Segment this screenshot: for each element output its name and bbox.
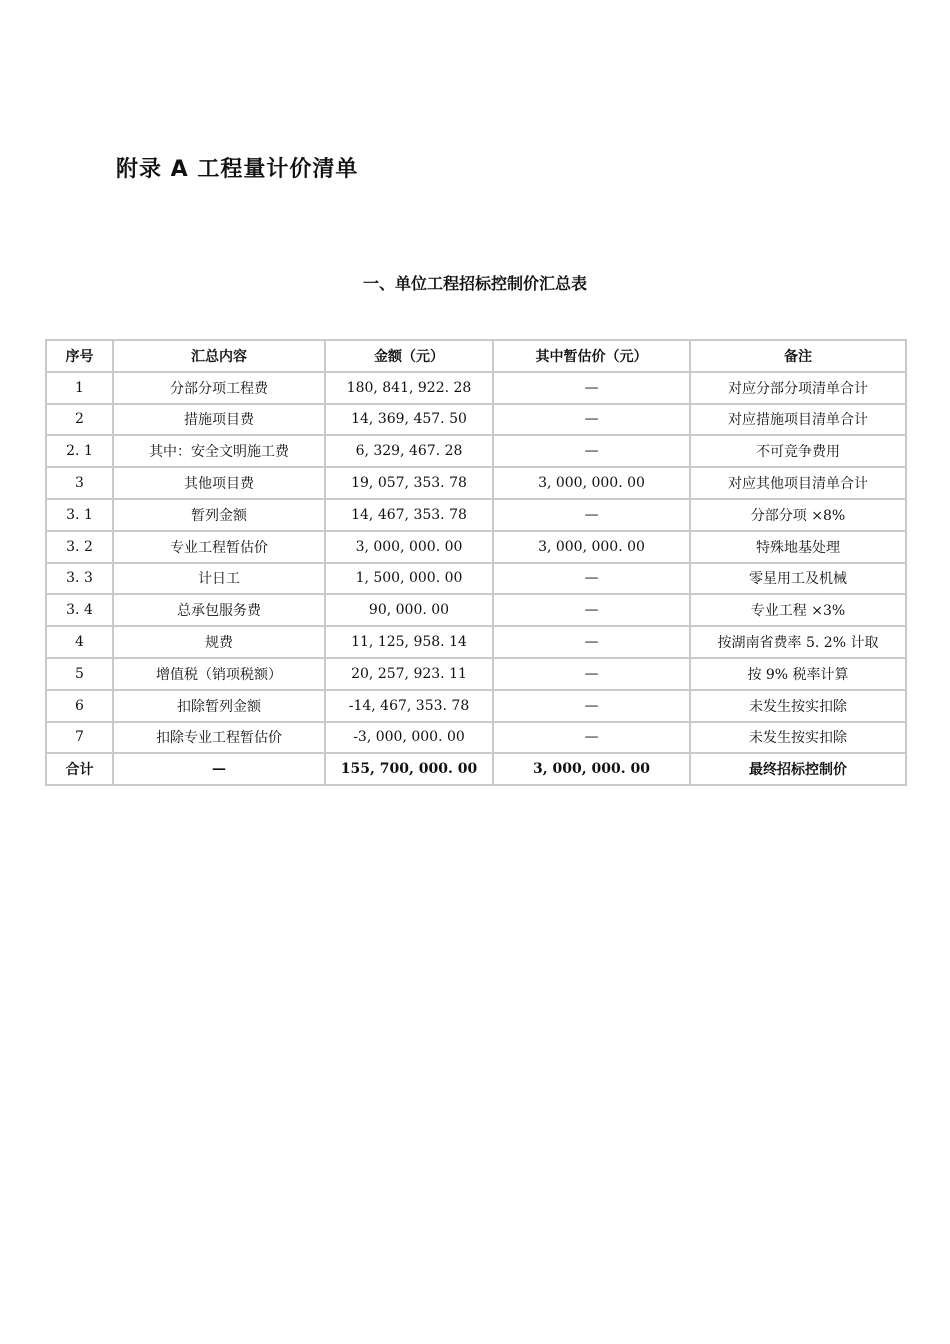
table-body <box>46 372 906 785</box>
row-content: 措施项目费 <box>113 404 325 436</box>
row-provisional: 3, 000, 000. 00 <box>493 467 690 499</box>
table-row <box>46 626 906 658</box>
row-content: 规费 <box>113 626 325 658</box>
row-seq: 3. 1 <box>46 499 113 531</box>
row-content: 计日工 <box>113 563 325 595</box>
total-remark: 最终招标控制价 <box>690 753 906 785</box>
row-seq: 6 <box>46 690 113 722</box>
row-provisional: — <box>493 563 690 595</box>
total-seq: 合计 <box>46 753 113 785</box>
column-header-remark: 备注 <box>690 340 906 372</box>
row-content: 暂列金额 <box>113 499 325 531</box>
row-amount: 6, 329, 467. 28 <box>325 435 493 467</box>
total-row <box>46 753 906 785</box>
row-seq: 2. 1 <box>46 435 113 467</box>
row-amount: 1, 500, 000. 00 <box>325 563 493 595</box>
table-title: 一、单位工程招标控制价汇总表 <box>362 274 587 293</box>
table-row <box>46 658 906 690</box>
column-header-seq: 序号 <box>46 340 113 372</box>
table-row <box>46 690 906 722</box>
row-amount: 14, 369, 457. 50 <box>325 404 493 436</box>
summary-table <box>45 339 907 786</box>
row-seq: 2 <box>46 404 113 436</box>
row-provisional: — <box>493 404 690 436</box>
row-provisional: — <box>493 626 690 658</box>
row-remark: 对应分部分项清单合计 <box>690 372 906 404</box>
row-amount: 11, 125, 958. 14 <box>325 626 493 658</box>
row-amount: 20, 257, 923. 11 <box>325 658 493 690</box>
row-provisional: — <box>493 435 690 467</box>
row-amount: 3, 000, 000. 00 <box>325 531 493 563</box>
total-provisional: 3, 000, 000. 00 <box>493 753 690 785</box>
table-row <box>46 435 906 467</box>
column-header-amount: 金额（元） <box>325 340 493 372</box>
row-remark: 对应其他项目清单合计 <box>690 467 906 499</box>
row-provisional: — <box>493 372 690 404</box>
row-amount: 14, 467, 353. 78 <box>325 499 493 531</box>
row-remark: 专业工程 ×3% <box>690 594 906 626</box>
table-row <box>46 404 906 436</box>
row-seq: 1 <box>46 372 113 404</box>
table-row <box>46 594 906 626</box>
row-remark: 对应措施项目清单合计 <box>690 404 906 436</box>
table-row <box>46 467 906 499</box>
table-row <box>46 531 906 563</box>
row-content: 增值税（销项税额） <box>113 658 325 690</box>
table-row <box>46 499 906 531</box>
row-amount: 180, 841, 922. 28 <box>325 372 493 404</box>
table-row <box>46 563 906 595</box>
row-seq: 4 <box>46 626 113 658</box>
table-row <box>46 722 906 754</box>
row-remark: 特殊地基处理 <box>690 531 906 563</box>
row-provisional: — <box>493 499 690 531</box>
row-amount: -14, 467, 353. 78 <box>325 690 493 722</box>
row-remark: 按湖南省费率 5. 2% 计取 <box>690 626 906 658</box>
row-seq: 3. 4 <box>46 594 113 626</box>
table-header-row <box>46 340 906 372</box>
table-row <box>46 372 906 404</box>
appendix-title: 附录 A 工程量计价清单 <box>116 157 359 182</box>
row-remark: 零星用工及机械 <box>690 563 906 595</box>
row-content: 扣除专业工程暂估价 <box>113 722 325 754</box>
row-content: 其中：安全文明施工费 <box>113 435 325 467</box>
row-content: 其他项目费 <box>113 467 325 499</box>
row-seq: 3. 2 <box>46 531 113 563</box>
row-amount: -3, 000, 000. 00 <box>325 722 493 754</box>
row-provisional: — <box>493 722 690 754</box>
row-content: 分部分项工程费 <box>113 372 325 404</box>
row-provisional: — <box>493 594 690 626</box>
row-content: 专业工程暂估价 <box>113 531 325 563</box>
total-amount: 155, 700, 000. 00 <box>325 753 493 785</box>
row-remark: 未发生按实扣除 <box>690 722 906 754</box>
row-provisional: — <box>493 658 690 690</box>
row-content: 总承包服务费 <box>113 594 325 626</box>
row-amount: 90, 000. 00 <box>325 594 493 626</box>
row-seq: 7 <box>46 722 113 754</box>
row-remark: 未发生按实扣除 <box>690 690 906 722</box>
column-header-content: 汇总内容 <box>113 340 325 372</box>
row-content: 扣除暂列金额 <box>113 690 325 722</box>
row-remark: 分部分项 ×8% <box>690 499 906 531</box>
row-seq: 5 <box>46 658 113 690</box>
row-seq: 3. 3 <box>46 563 113 595</box>
row-remark: 不可竞争费用 <box>690 435 906 467</box>
row-provisional: — <box>493 690 690 722</box>
row-seq: 3 <box>46 467 113 499</box>
column-header-provisional: 其中暂估价（元） <box>493 340 690 372</box>
total-content: — <box>113 753 325 785</box>
row-amount: 19, 057, 353. 78 <box>325 467 493 499</box>
row-provisional: 3, 000, 000. 00 <box>493 531 690 563</box>
row-remark: 按 9% 税率计算 <box>690 658 906 690</box>
